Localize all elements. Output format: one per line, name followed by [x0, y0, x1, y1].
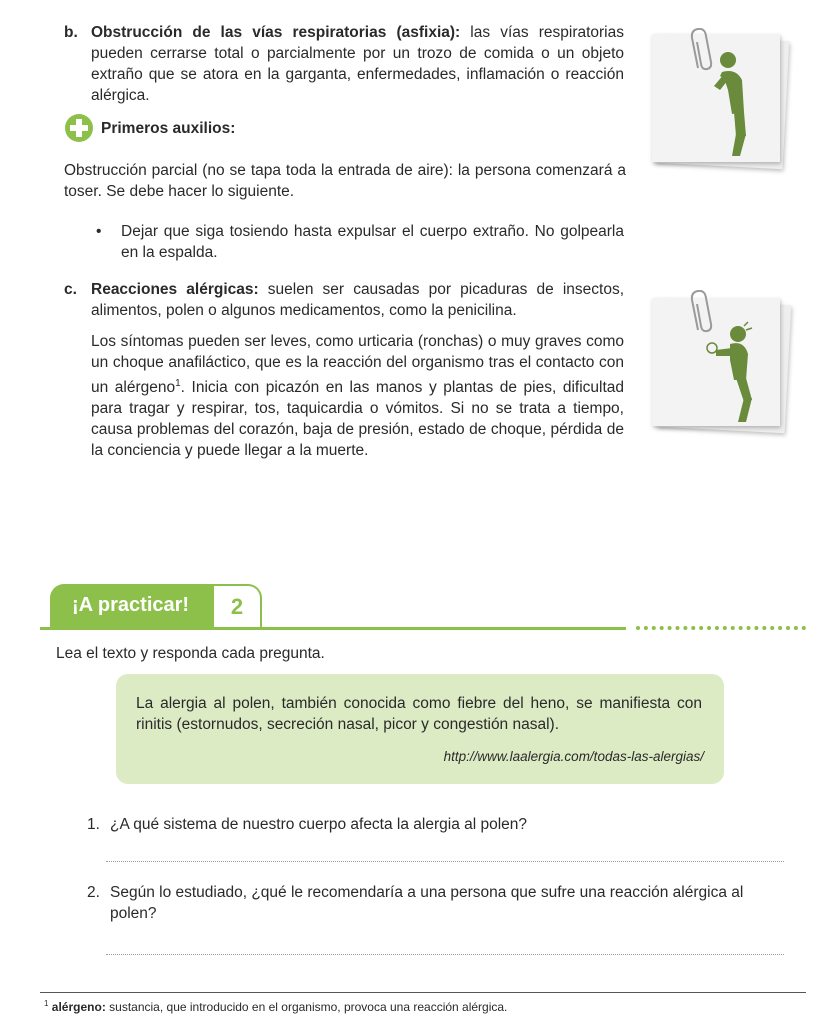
first-aid-label: Primeros auxilios: — [101, 120, 236, 137]
first-aid-icon — [64, 113, 94, 143]
footnote-rule — [40, 992, 806, 993]
question-1-number: 1. — [87, 816, 100, 833]
answer-line-1[interactable] — [106, 861, 784, 862]
section-b-text: las vías respiratorias pueden cerrarse total o parcialmente por un trozo de comida o un objeto extraño que se atora en la garganta, enfermedades, inflamación o reacción alérgica. — [91, 24, 624, 104]
section-c-title: Reacciones alérgicas: — [91, 281, 259, 298]
question-1-text: ¿A qué sistema de nuestro cuerpo afecta la alergia al polen? — [110, 816, 528, 833]
symptoms-text-start: Los síntomas pueden ser leves, como urticaria (ronchas) o muy graves como un choque anafiláctico, que es la reacción del organismo tras el contacto con un alérgeno — [91, 333, 624, 397]
choking-figure-note — [650, 28, 788, 170]
footnote-term: alérgeno: — [51, 1000, 106, 1014]
practice-number: 2 — [212, 584, 262, 628]
section-b-letter: b. — [64, 24, 78, 41]
allergy-figure-note — [650, 290, 790, 436]
section-b-title: Obstrucción de las vías respiratorias (asfixia): — [91, 24, 461, 41]
question-2-number: 2. — [87, 884, 100, 901]
footnote — [44, 996, 507, 1015]
quote-source: http://www.laalergia.com/todas-las-alergias/ — [443, 749, 704, 764]
partial-obstruction-text: Obstrucción parcial (no se tapa toda la entrada de aire): la persona comenzará a toser. Se debe hacer lo siguiente. — [64, 162, 626, 200]
choking-person-icon — [706, 50, 762, 158]
section-b-paragraph — [91, 22, 624, 106]
bullet-dot: • — [96, 223, 102, 240]
symptoms-paragraph — [91, 331, 624, 461]
practice-rule — [40, 627, 626, 630]
quote-box — [116, 674, 724, 784]
practice-instruction: Lea el texto y responda cada pregunta. — [56, 645, 325, 662]
footnote-mark: 1 — [44, 999, 49, 1008]
quote-text: La alergia al polen, también conocida como fiebre del heno, se manifiesta con rinitis (estornudos, secreción nasal, picor y congestión nasal). — [136, 695, 702, 733]
practice-tab — [50, 584, 212, 628]
answer-line-2[interactable] — [106, 954, 784, 955]
footnote-reference[interactable]: 1 — [175, 378, 181, 389]
question-2-text: Según lo estudiado, ¿qué le recomendaría a una persona que sufre una reacción alérgica al polen? — [110, 884, 744, 922]
symptoms-text-end: . Inicia con picazón en las manos y plantas de pies, dificultad para tragar y respirar, tos, taquicardia o vómitos. Si no se trata a tiempo, causa problemas del corazón, baja de presión, estado de choque, pérdida de la conciencia y puede llegar a la muerte. — [91, 379, 624, 460]
section-c-paragraph — [91, 279, 624, 321]
footnote-definition: sustancia, que introducido en el organismo, provoca una reacción alérgica. — [109, 1000, 508, 1014]
bullet-item: Dejar que siga tosiendo hasta expulsar el cuerpo extraño. No golpearla en la espalda. — [121, 223, 624, 261]
section-c-letter: c. — [64, 281, 77, 298]
sneezing-person-icon — [700, 320, 766, 424]
practice-tab-label: ¡A practicar! — [72, 594, 190, 616]
section-c-text: suelen ser causadas por picaduras de insectos, alimentos, polen o algunos medicamentos, como la penicilina. — [91, 281, 624, 319]
practice-dotted-rule — [636, 626, 806, 630]
